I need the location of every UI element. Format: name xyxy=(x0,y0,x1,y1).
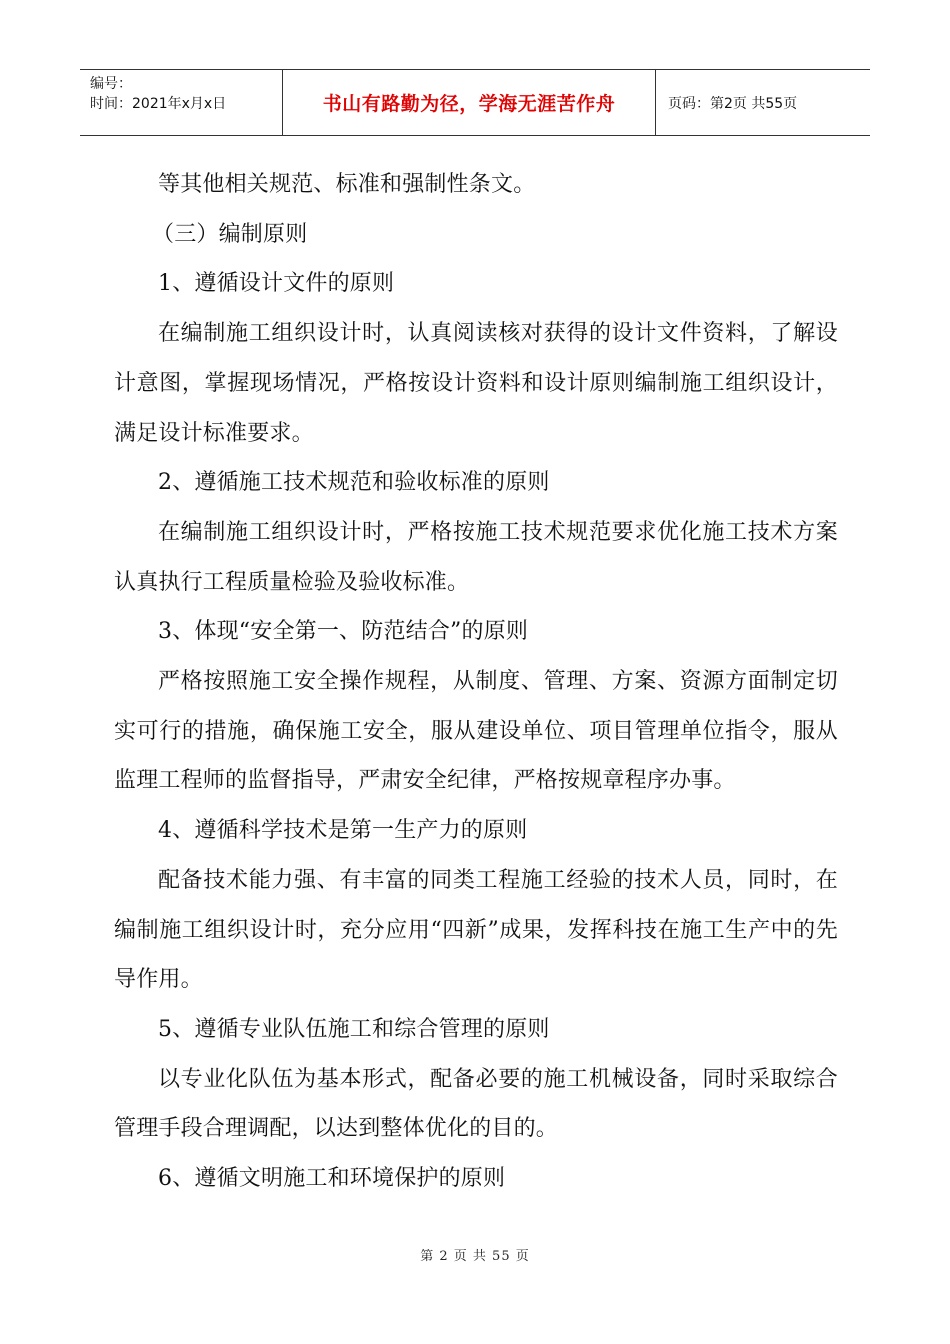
header-motto: 书山有路勤为径，学海无涯苦作舟 xyxy=(282,70,656,135)
principle-heading: 3、体现“安全第一、防范结合”的原则 xyxy=(158,619,529,645)
serial-label: 编号： xyxy=(90,76,132,92)
paragraph: 在编制施工组织设计时，严格按施工技术规范要求优化施工技术方案认真执行工程质量检验及验收标准。 xyxy=(114,519,838,595)
page-header xyxy=(80,69,870,136)
document-body xyxy=(114,160,838,1204)
header-page-info: 页码：第2页 共55页 xyxy=(668,95,798,112)
header-meta xyxy=(80,70,282,135)
paragraph: 严格按照施工安全操作规程，从制度、管理、方案、资源方面制定切实可行的措施，确保施工安全，服从建设单位、项目管理单位指令，服从监理工程师的监督指导，严肃安全纪律，严格按规章程序办事。 xyxy=(114,669,838,794)
principle-heading: 2、遵循施工技术规范和验收标准的原则 xyxy=(158,470,550,496)
page-footer: 第 2 页 共 55 页 xyxy=(420,1249,530,1264)
section-heading: （三）编制原则 xyxy=(152,221,308,247)
time-label: 时间：2021年x月x日 xyxy=(90,96,227,112)
principle-heading: 4、遵循科学技术是第一生产力的原则 xyxy=(158,818,528,844)
paragraph: 配备技术能力强、有丰富的同类工程施工经验的技术人员，同时，在编制施工组织设计时，充分应用“四新”成果，发挥科技在施工生产中的先导作用。 xyxy=(114,867,838,993)
principle-heading: 5、遵循专业队伍施工和综合管理的原则 xyxy=(158,1016,550,1042)
paragraph: 在编制施工组织设计时，认真阅读核对获得的设计文件资料，了解设计意图，掌握现场情况，严格按设计资料和设计原则编制施工组织设计，满足设计标准要求。 xyxy=(114,321,838,446)
principle-heading: 6、遵循文明施工和环境保护的原则 xyxy=(158,1166,506,1192)
principle-heading: 1、遵循设计文件的原则 xyxy=(158,271,395,297)
paragraph: 以专业化队伍为基本形式，配备必要的施工机械设备，同时采取综合管理手段合理调配，以达到整体优化的目的。 xyxy=(114,1066,838,1142)
paragraph: 等其他相关规范、标准和强制性条文。 xyxy=(158,172,536,197)
